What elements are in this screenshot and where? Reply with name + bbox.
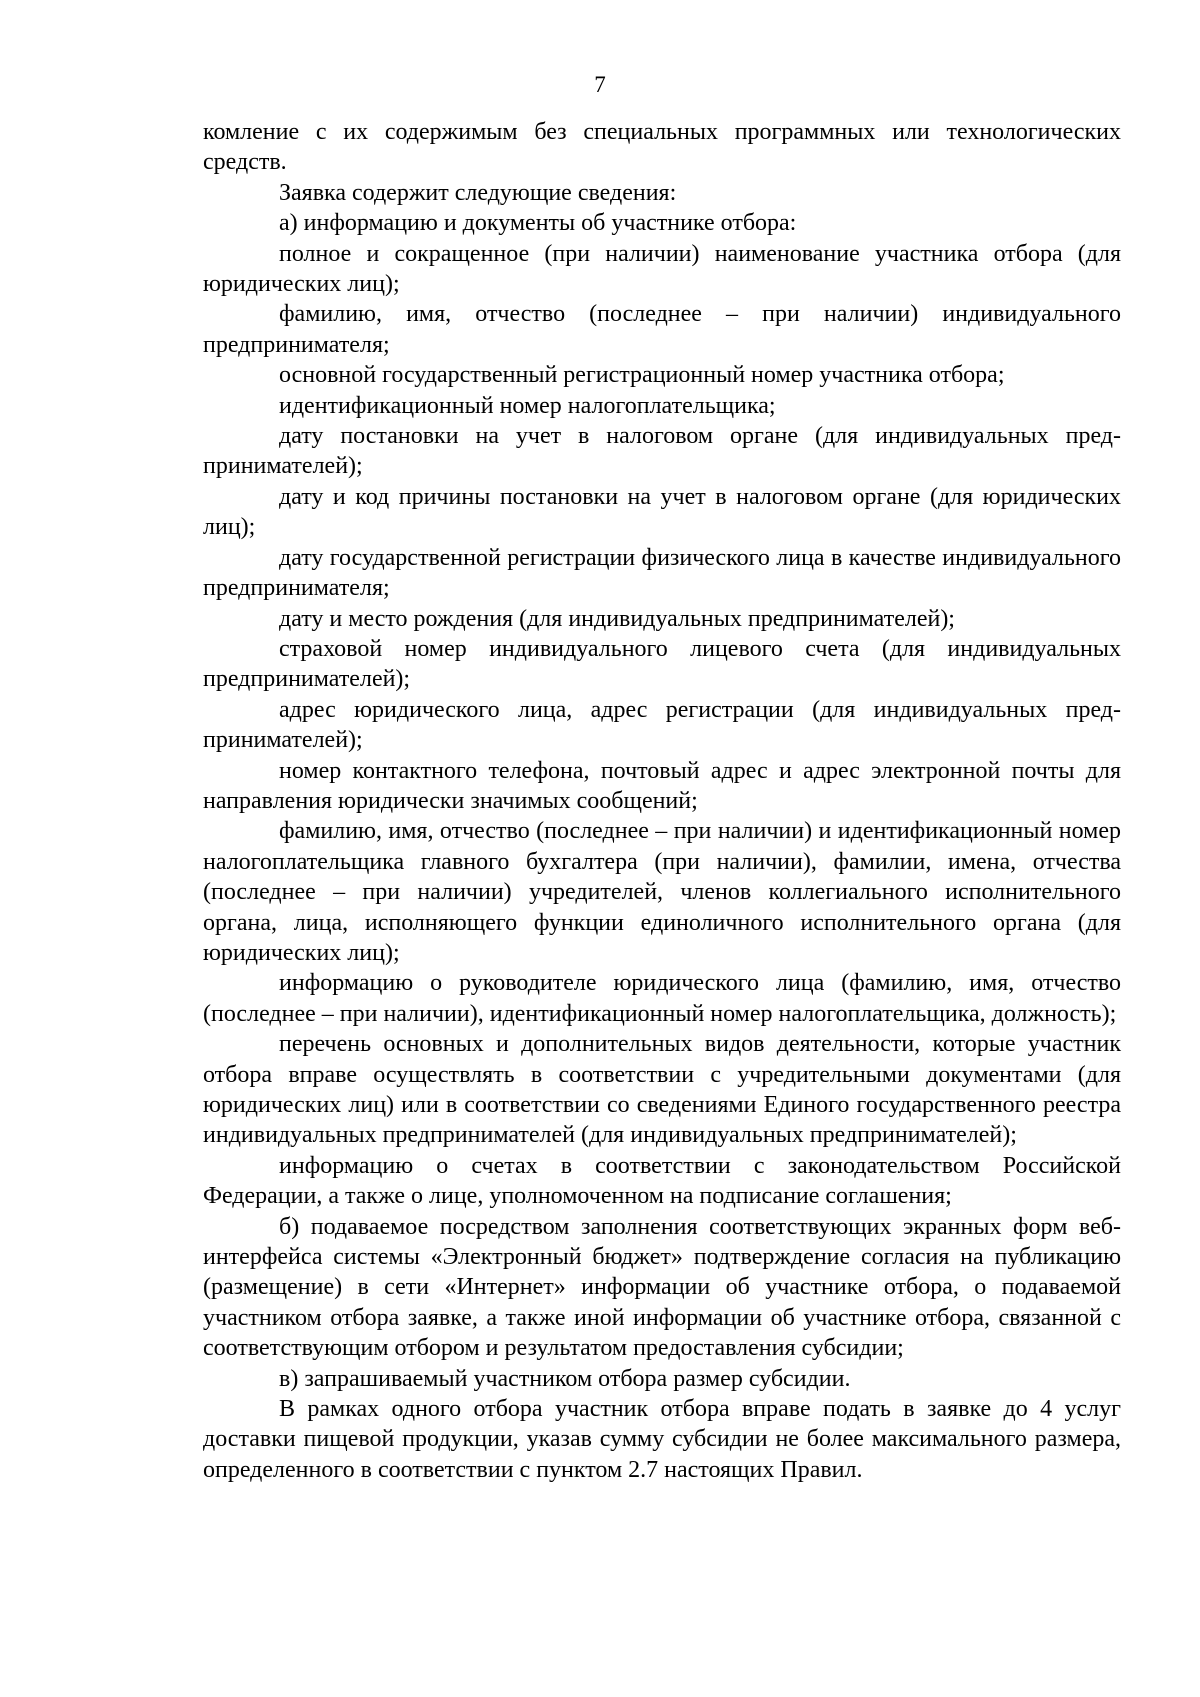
paragraph-ogrn: основной государственный регистрационный номер участника отбора; bbox=[279, 362, 1005, 389]
paragraph-entrepreneur-name: фамилию, имя, отчество (последнее – при наличии) индивидуального предпринимателя; bbox=[203, 301, 1121, 358]
paragraph-limit: В рамках одного отбора участник отбора вправе подать в заявке до 4 услуг доставки пищевой продукции, указав сумму субсидии не более максимального размера, определенного в соответствии с пунктом 2.7 настоящих Правил. bbox=[203, 1396, 1121, 1483]
paragraph-contacts: номер контактного телефона, почтовый адрес и адрес электронной почты для направления юридически значимых сообщений; bbox=[203, 757, 1121, 814]
paragraph-item-b: б) подаваемое посредством заполнения соответствующих экранных форм веб-интерфейса системы «Электронный бюджет» подтверждение согласия на публикацию (размещение) в сети «Интернет» информации об участнике отбора, о подаваемой участником отбора заявке, а также иной информации об участнике отбора, связанной с соответствующим отбором и результатом предоставления субсидии; bbox=[203, 1213, 1121, 1362]
paragraph-address: адрес юридического лица, адрес регистрации (для индивидуальных предпринимателей); bbox=[203, 696, 1121, 754]
paragraph-inn: идентификационный номер налогоплательщика; bbox=[279, 392, 776, 419]
paragraph-continuation: комление с их содержимым без специальных программных или технологических средств. bbox=[203, 119, 1121, 176]
paragraph-full-name: полное и сокращенное (при наличии) наименование участника отбора (для юридических лиц); bbox=[203, 240, 1121, 298]
paragraph-snils: страховой номер индивидуального лицевого счета (для индивидуальных предпринимателей); bbox=[203, 635, 1121, 693]
paragraph-tax-registration-date: дату постановки на учет в налоговом органе (для индивидуальных предпринимателей); bbox=[203, 423, 1121, 480]
paragraph-accounts: информацию о счетах в соответствии с законодательством Российской Федерации, а также о лице, уполномоченном на подписание соглашения; bbox=[203, 1152, 1121, 1210]
paragraph-kpp: дату и код причины постановки на учет в налоговом органе (для юридических лиц); bbox=[203, 483, 1121, 541]
paragraph-item-c: в) запрашиваемый участником отбора размер субсидии. bbox=[279, 1365, 851, 1392]
paragraph-application-intro: Заявка содержит следующие сведения: bbox=[279, 179, 677, 206]
paragraph-birth-date-place: дату и место рождения (для индивидуальных предпринимателей); bbox=[279, 605, 955, 632]
paragraph-item-a: а) информацию и документы об участнике отбора: bbox=[279, 210, 797, 237]
document-body bbox=[203, 117, 1121, 1485]
paragraph-head-info: информацию о руководителе юридического лица (фамилию, имя, отчество (последнее – при наличии), идентификационный номер налогоплательщика, должность); bbox=[203, 970, 1121, 1027]
paragraph-accountant-founders: фамилию, имя, отчество (последнее – при наличии) и идентификационный номер налогоплательщика главного бухгалтера (при наличии), фамилии, имена, отчества (последнее – при наличии) учредителей, членов коллегиального исполнительного органа, лица, исполняющего функции единоличного исполнительного органа (для юридических лиц); bbox=[203, 818, 1121, 966]
paragraph-state-registration-date: дату государственной регистрации физического лица в качестве индивидуального предпринимателя; bbox=[203, 544, 1121, 602]
paragraph-activities: перечень основных и дополнительных видов деятельности, которые участник отбора вправе осуществлять в соответствии с учредительными документами (для юридических лиц) или в соответствии со сведениями Единого государственного реестра индивидуальных предпринимателей (для индивидуальных предпринимателей); bbox=[203, 1031, 1121, 1149]
page-number: 7 bbox=[594, 72, 606, 97]
